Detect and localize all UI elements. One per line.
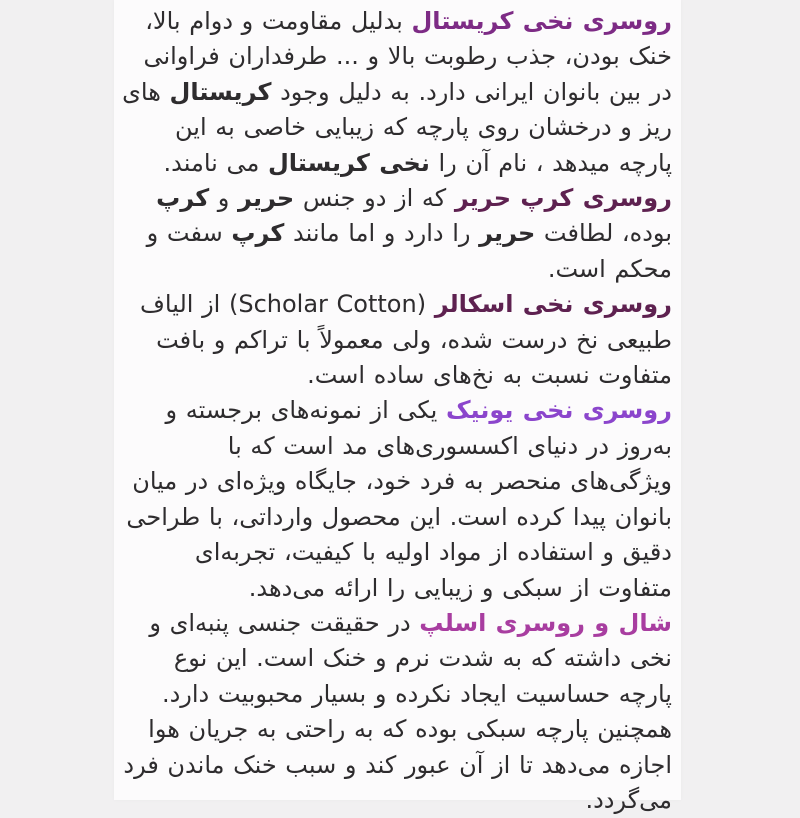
article-section [121,606,672,818]
body-text: سفت و محکم است. [146,219,672,283]
body-text: های ریز و درخشان روی پارچه که زیبایی خاصی به این پارچه میدهد ، نام آن را [122,77,672,177]
body-text: بدلیل مقاومت و دوام بالا، خنک بودن، جذب رطوبت بالا و ... طرفداران فراوانی در بین بانوان ایرانی دارد. به دلیل وجود [143,7,672,106]
body-text: که از دو جنس [294,184,455,213]
article-section [121,393,672,605]
body-text: (Scholar Cotton) از الیاف طبیعی نخ درست شده، ولی معمولاً با تراکم و بافت متفاوت نسبت به نخ‌های ساده است. [140,290,672,390]
section-heading: روسری نخی کریستال [411,7,672,35]
section-heading: روسری نخی یونیک [445,396,672,425]
emphasized-term: کریستال [169,77,272,106]
body-text: یکی از نمونه‌های برجسته و به‌روز در دنیای اکسسوری‌های مد است که با ویژگی‌های منحصر به فرد خود، جایگاه ویژه‌ای در میان بانوان پیدا کرده است. این محصول وارداتی، با طراحی دقیق و استفاده از مواد اولیه با کیفیت، تجربه‌ای متفاوت از سبکی و زیبایی را ارائه می‌دهد. [126,396,672,602]
body-text: بوده، لطافت [535,219,672,248]
section-heading: شال و روسری اسلپ [419,608,672,637]
body-text: را دارد و اما مانند [284,219,480,248]
article-page [114,0,681,814]
emphasized-term: نخی کریستال [267,148,430,177]
body-text: و [209,184,239,213]
section-heading: روسری کرپ حریر [454,184,672,213]
article-sections [114,0,681,818]
body-text: می نامند. [163,148,268,177]
emphasized-term: حریر [238,184,295,213]
section-heading: روسری نخی اسکالر [434,290,672,319]
article-section [121,181,672,287]
article-section [121,287,672,393]
emphasized-term: حریر [479,219,536,248]
emphasized-term: کرپ [231,219,285,248]
article-section [121,4,672,181]
emphasized-term: کرپ [156,184,210,213]
body-text: در حقیقت جنسی پنبه‌ای و نخی داشته که به شدت نرم و خنک است. این نوع پارچه حساسیت ایجاد نکرده و بسیار محبوبیت دارد. همچنین پارچه سبکی بوده که به راحتی به جریان هوا اجازه می‌دهد تا از آن عبور کند و سبب خنک ماندن فرد می‌گردد. [123,608,672,814]
